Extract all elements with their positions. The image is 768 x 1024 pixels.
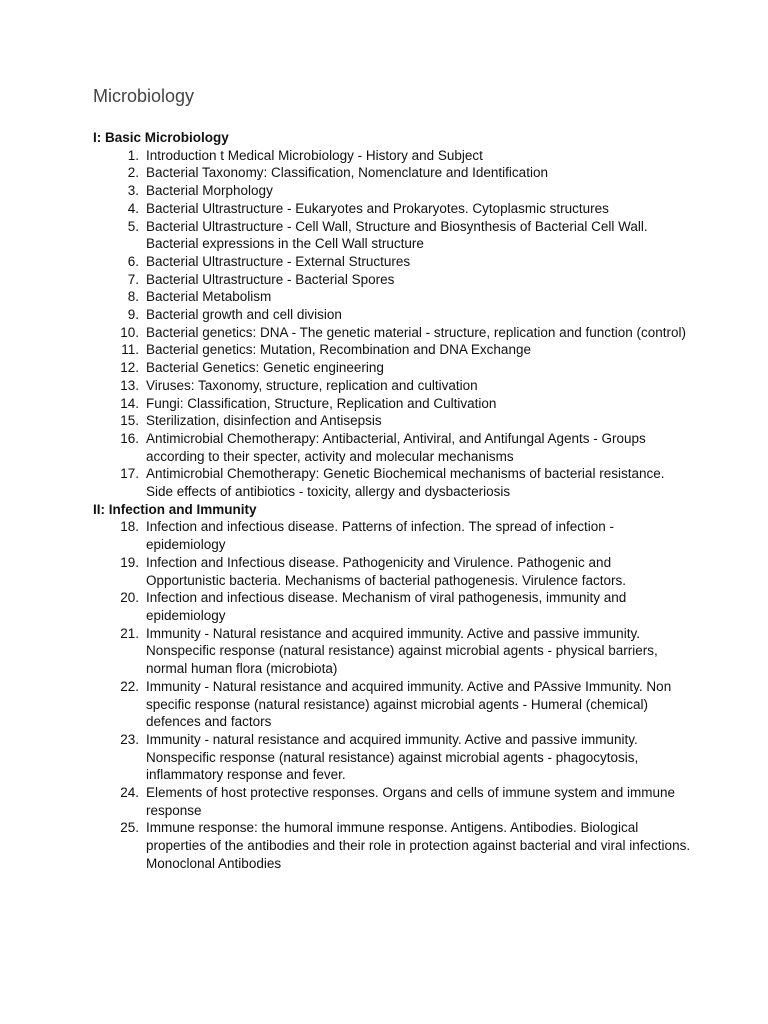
item-number: 14. (120, 395, 139, 411)
topic-list (93, 518, 693, 872)
item-text: Immune response: the humoral immune response. Antigens. Antibodies. Biological properties of the antibodies and their role in protection against bacterial and viral infections. Monoclonal Antibodies (146, 820, 691, 871)
item-text: Introduction t Medical Microbiology - History and Subject (146, 147, 483, 163)
item-text: Immunity - Natural resistance and acquired immunity. Active and PAssive Immunity. Non specific response (natural resistance) against microbial agents - Humeral (chemical) defences and factors (146, 678, 672, 730)
list-item (93, 306, 693, 324)
list-item (93, 731, 693, 784)
item-number: 18. (120, 519, 139, 535)
item-text: Bacterial Metabolism (146, 289, 272, 305)
item-number: 19. (120, 554, 139, 570)
item-number: 4. (127, 200, 139, 216)
page-title: Microbiology (93, 86, 195, 106)
list-item (93, 218, 693, 253)
item-text: Bacterial genetics: Mutation, Recombination and DNA Exchange (146, 342, 531, 358)
list-item (93, 182, 693, 200)
item-number: 10. (120, 324, 139, 340)
item-text: Bacterial Morphology (146, 183, 273, 199)
item-number: 6. (127, 253, 139, 269)
item-number: 20. (120, 590, 139, 606)
item-text: Bacterial Ultrastructure - Eukaryotes and Prokaryotes. Cytoplasmic structures (146, 200, 609, 216)
item-number: 2. (127, 165, 139, 181)
item-number: 21. (120, 625, 139, 641)
item-number: 12. (120, 360, 139, 376)
item-text: Infection and infectious disease. Mechanism of viral pathogenesis, immunity and epidemiology (146, 590, 627, 623)
list-item (93, 819, 693, 872)
list-item (93, 164, 693, 182)
list-item (93, 554, 693, 589)
list-item (93, 200, 693, 218)
item-number: 8. (127, 289, 139, 305)
topic-list (93, 147, 693, 501)
item-number: 23. (120, 731, 139, 747)
list-item (93, 271, 693, 289)
item-number: 11. (121, 342, 139, 358)
list-item (93, 518, 693, 553)
item-text: Antimicrobial Chemotherapy: Genetic Biochemical mechanisms of bacterial resistance. Side effects of antibiotics - toxicity, allergy and dysbacteriosis (146, 466, 665, 500)
item-number: 5. (127, 218, 139, 234)
item-number: 16. (120, 430, 139, 446)
item-number: 17. (120, 466, 139, 482)
item-text: Immunity - natural resistance and acquired immunity. Active and passive immunity. Nonspecific response (natural resistance) against microbial agents - phagocytosis, inflammatory response and fever. (146, 731, 639, 783)
item-text: Viruses: Taxonomy, structure, replication and cultivation (146, 377, 478, 393)
item-text: Infection and infectious disease. Patterns of infection. The spread of infection - epidemiology (146, 519, 615, 553)
item-text: Bacterial Genetics: Genetic engineering (146, 360, 384, 376)
item-text: Sterilization, disinfection and Antisepsis (146, 413, 382, 429)
section-infection-and-immunity (93, 501, 693, 873)
item-number: 24. (120, 785, 139, 801)
item-text: Immunity - Natural resistance and acquired immunity. Active and passive immunity. Nonspecific response (natural resistance) against microbial agents - physical barriers, normal human flora (microbiota) (146, 625, 658, 677)
item-text: Bacterial Ultrastructure - Bacterial Spores (146, 271, 395, 287)
item-text: Elements of host protective responses. Organs and cells of immune system and immune response (146, 785, 675, 818)
document-body (93, 129, 693, 873)
list-item (93, 324, 693, 342)
section-basic-microbiology (93, 129, 693, 501)
item-number: 7. (127, 271, 139, 287)
item-number: 9. (127, 307, 139, 323)
list-item (93, 395, 693, 413)
list-item (93, 412, 693, 430)
item-number: 1. (127, 147, 139, 163)
list-item (93, 341, 693, 359)
item-text: Bacterial genetics: DNA - The genetic material - structure, replication and function (control) (146, 324, 686, 340)
list-item (93, 377, 693, 395)
item-text: Antimicrobial Chemotherapy: Antibacterial, Antiviral, and Antifungal Agents - Groups according to their specter, activity and molecular mechanisms (146, 430, 646, 464)
item-number: 15. (120, 413, 139, 429)
item-text: Bacterial Ultrastructure - Cell Wall, Structure and Biosynthesis of Bacterial Cell Wall. Bacterial expressions in the Cell Wall structure (146, 218, 648, 252)
list-item (93, 678, 693, 731)
item-text: Infection and Infectious disease. Pathogenicity and Virulence. Pathogenic and Opportunistic bacteria. Mechanisms of bacterial pathogenesis. Virulence factors. (146, 554, 626, 588)
list-item (93, 430, 693, 465)
list-item (93, 359, 693, 377)
item-number: 13. (120, 377, 139, 393)
section-heading: II: Infection and Immunity (93, 501, 257, 517)
list-item (93, 589, 693, 624)
item-text: Bacterial Taxonomy: Classification, Nomenclature and Identification (146, 165, 548, 181)
list-item (93, 465, 693, 500)
list-item (93, 784, 693, 819)
item-text: Fungi: Classification, Structure, Replication and Cultivation (146, 395, 497, 411)
item-text: Bacterial Ultrastructure - External Structures (146, 253, 411, 269)
list-item (93, 147, 693, 165)
list-item (93, 253, 693, 271)
item-number: 3. (127, 183, 139, 199)
item-number: 25. (120, 820, 139, 836)
list-item (93, 288, 693, 306)
section-heading: I: Basic Microbiology (93, 130, 229, 145)
item-text: Bacterial growth and cell division (146, 307, 342, 323)
list-item (93, 625, 693, 678)
item-number: 22. (120, 678, 139, 694)
